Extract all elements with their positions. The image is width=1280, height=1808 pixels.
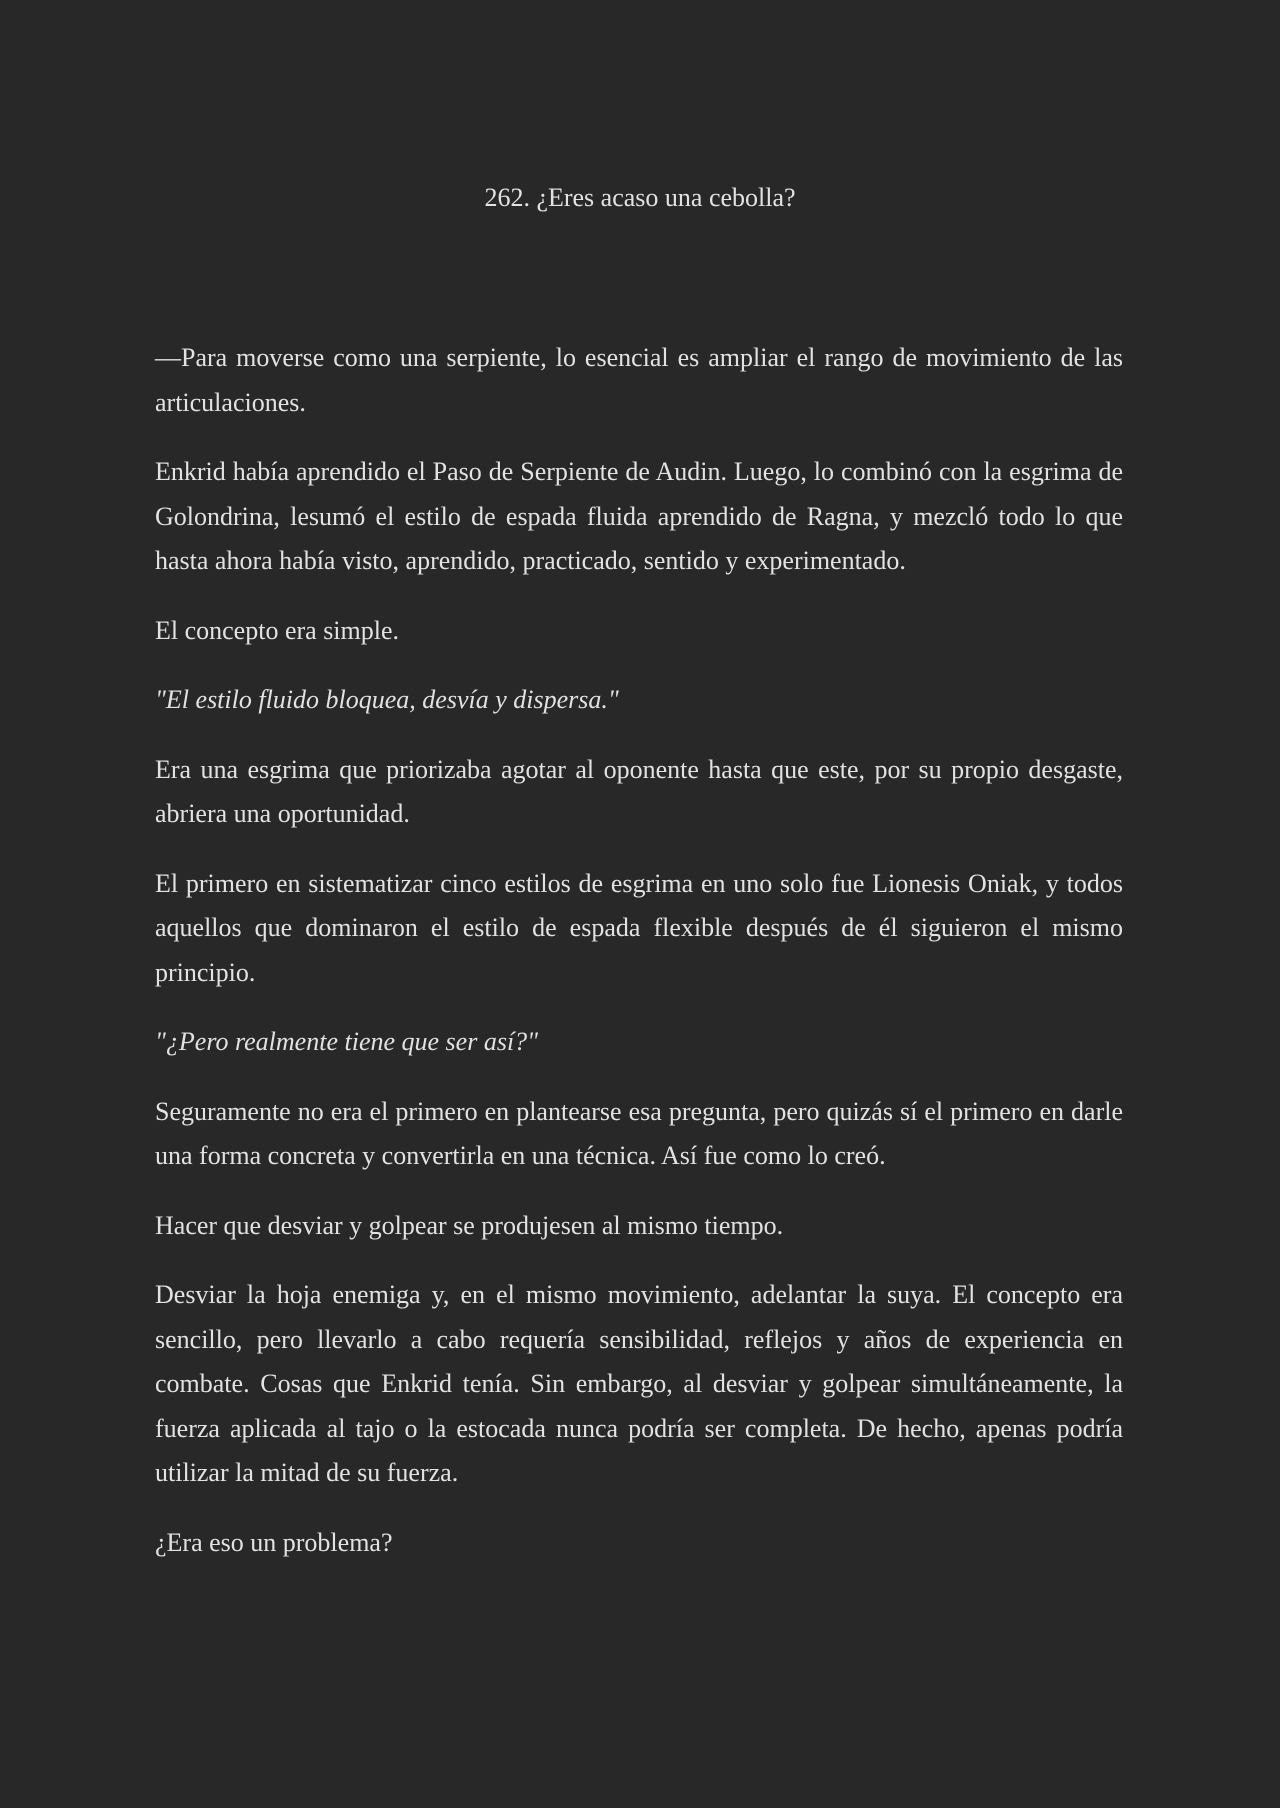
paragraph: Era una esgrima que priorizaba agotar al oponente hasta que este, por su propio desgaste, abriera una oportunidad. — [155, 754, 1123, 828]
paragraph: El concepto era simple. — [155, 615, 400, 645]
paragraph: Enkrid había aprendido el Paso de Serpiente de Audin. Luego, lo combinó con la esgrima de Golondrina, lesumó el estilo de espada fluida aprendido de Ragna, y mezcló todo lo que hasta ahora había visto, aprendido, practicado, sentido y experimentado. — [155, 457, 1123, 575]
chapter-body — [155, 336, 1123, 1590]
paragraph: —Para moverse como una serpiente, lo esencial es ampliar el rango de movimiento de las articulaciones. — [155, 343, 1123, 417]
paragraph: El primero en sistematizar cinco estilos de esgrima en uno solo fue Lionesis Oniak, y todos aquellos que dominaron el estilo de espada flexible después de él siguieron el mismo principio. — [155, 868, 1123, 987]
paragraph: Seguramente no era el primero en plantearse esa pregunta, pero quizás sí el primero en darle una forma concreta y convertirla en una técnica. Así fue como lo creó. — [155, 1096, 1123, 1170]
paragraph: Hacer que desviar y golpear se produjesen al mismo tiempo. — [155, 1210, 784, 1240]
paragraph: Desviar la hoja enemiga y, en el mismo movimiento, adelantar la suya. El concepto era sencillo, pero llevarlo a cabo requería sensibilidad, reflejos y años de experiencia en combate. Cosas que Enkrid tenía. Sin embargo, al desviar y golpear simultáneamente, la fuerza aplicada al tajo o la estocada nunca podría ser completa. De hecho, apenas podría utilizar la mitad de su fuerza. — [155, 1280, 1123, 1487]
paragraph-italic-quote: "¿Pero realmente tiene que ser así?" — [155, 1027, 539, 1056]
paragraph: ¿Era eso un problema? — [155, 1527, 393, 1557]
paragraph-italic-quote: "El estilo fluido bloquea, desvía y dispersa." — [155, 685, 619, 714]
chapter-title: 262. ¿Eres acaso una cebolla? — [484, 183, 796, 212]
